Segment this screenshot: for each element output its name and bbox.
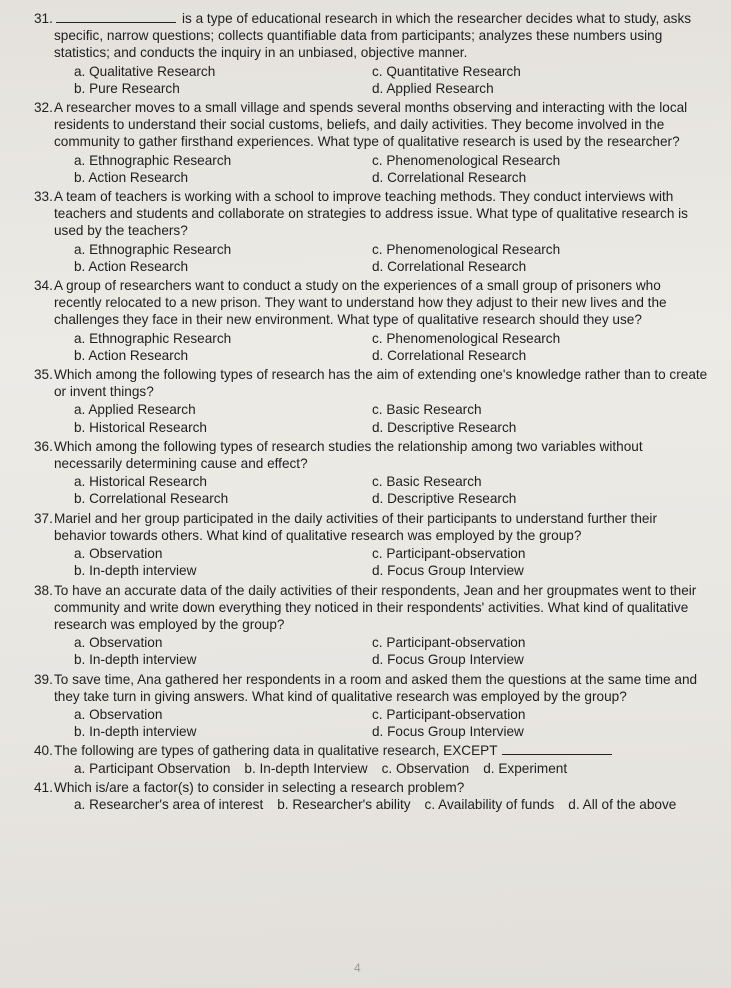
answer-blank (502, 742, 612, 755)
choices (34, 241, 711, 275)
question-text: is a type of educational research in which the researcher decides what to study, (182, 11, 660, 26)
question-number: 33. (34, 189, 53, 205)
question-32 (34, 99, 711, 186)
choice-d: d. Correlational Research (372, 169, 527, 185)
question-number: 40. (34, 743, 53, 759)
choice-d: d. Applied Research (372, 80, 494, 96)
choice-b: b. Historical Research (74, 419, 207, 435)
choice-a: a. Observation (74, 546, 163, 562)
question-number: 35. (34, 367, 53, 383)
question-text: To save time, Ana gathered her respondents in a room and asked them the questions at the same time and they take turn in giving answers. What kind of qualitative research was employed by the group? (54, 671, 698, 704)
question-31 (34, 10, 711, 97)
answer-blank (56, 10, 176, 23)
choice-d: d. Focus Group Interview (372, 652, 524, 668)
question-34 (34, 277, 711, 364)
choice-a: a. Participant Observation (74, 760, 231, 776)
choices (34, 63, 711, 97)
choice-b: b. Action Research (74, 169, 189, 185)
choice-b: b. Researcher's ability (277, 796, 411, 812)
question-text: To have an accurate data of the daily activities of their respondents, Jean and her groupmates went to their community and write down everything they noticed in their respondents' activities. What kind of qualitative research was employed by the group? (54, 582, 697, 632)
question-number: 31. (34, 11, 53, 26)
choice-b: b. Action Research (74, 347, 189, 363)
choice-b: b. In-depth interview (74, 563, 197, 579)
choice-a: a. Applied Research (74, 402, 196, 418)
choice-d: d. All of the above (568, 796, 677, 812)
choice-c: c. Participant-observation (372, 546, 526, 562)
question-38 (34, 582, 711, 669)
choice-c: c. Phenomenological Research (372, 241, 561, 257)
choice-a: a. Qualitative Research (74, 63, 216, 79)
choice-a: a. Historical Research (74, 474, 207, 490)
question-number: 34. (34, 278, 53, 294)
choice-c: c. Participant-observation (372, 706, 526, 722)
choice-a: a. Researcher's area of interest (74, 796, 264, 812)
choices (34, 152, 711, 186)
page-number: 4 (354, 961, 361, 975)
choice-c: c. Basic Research (372, 402, 482, 418)
choices (34, 473, 711, 507)
choice-d: d. Descriptive Research (372, 419, 517, 435)
choices (34, 401, 711, 435)
choice-d: d. Focus Group Interview (372, 724, 524, 740)
choices (34, 634, 711, 668)
question-number: 37. (34, 510, 53, 526)
choice-c: c. Availability of funds (424, 796, 555, 812)
choice-c: c. Phenomenological Research (372, 330, 561, 346)
choice-a: a. Ethnographic Research (74, 330, 232, 346)
choice-c: c. Phenomenological Research (372, 152, 561, 168)
question-number: 41. (34, 779, 53, 795)
question-41 (34, 779, 711, 813)
question-text: Which is/are a factor(s) to consider in selecting a research problem? (54, 779, 465, 795)
choice-b: b. Action Research (74, 258, 189, 274)
question-37 (34, 510, 711, 580)
choice-a: a. Ethnographic Research (74, 241, 232, 257)
question-36 (34, 438, 711, 508)
question-text: Which among the following types of research studies the relationship among two variables without necessarily determining cause and effect? (54, 438, 643, 472)
question-33 (34, 188, 711, 275)
question-text: The following are types of gathering data in qualitative research, EXCEPT (54, 743, 498, 759)
question-40 (34, 742, 711, 776)
choices (34, 796, 711, 813)
question-text: A group of researchers want to conduct a study on the experiences of a small group of prisoners who recently relocated to a new prison. They want to understand how they adjust to their new lives and the challenges they face in their new environment. What type of qualitative research should they use? (54, 278, 667, 328)
choice-c: c. Observation (381, 760, 470, 776)
choice-c: c. Basic Research (372, 474, 482, 490)
choices (34, 760, 711, 777)
choices (34, 545, 711, 579)
choice-d: d. Correlational Research (372, 258, 527, 274)
choice-d: d. Descriptive Research (372, 491, 517, 507)
question-number: 38. (34, 582, 53, 598)
question-text: A team of teachers is working with a school to improve teaching methods. They conduct interviews with teachers and students and collaborate on strategies to address issue. What type of qualitative research is used by the teachers? (54, 189, 688, 239)
question-text: A researcher moves to a small village and spends several months observing and interacting with the local residents to understand their social customs, beliefs, and daily activities. They become involved in the community to gather firsthand experiences. What type of qualitative research is used by the researcher? (54, 100, 688, 150)
question-number: 32. (34, 100, 53, 116)
choices (34, 706, 711, 740)
choice-d: d. Experiment (483, 760, 568, 776)
question-number: 36. (34, 438, 53, 454)
question-text: Mariel and her group participated in the daily activities of their participants to understand further their behavior towards others. What kind of qualitative research was employed by the group? (54, 510, 657, 543)
choice-b: b. Pure Research (74, 80, 180, 96)
choice-b: b. In-depth interview (74, 652, 197, 668)
question-text: Which among the following types of research has the aim of extending one's knowledge rather than to create or invent things? (54, 367, 708, 400)
choice-c: c. Quantitative Research (372, 63, 521, 79)
choice-d: d. Focus Group Interview (372, 563, 524, 579)
choice-a: a. Observation (74, 706, 163, 722)
question-39 (34, 671, 711, 741)
choice-a: a. Ethnographic Research (74, 152, 232, 168)
choice-b: b. Correlational Research (74, 491, 229, 507)
choice-b: b. In-depth Interview (244, 760, 368, 776)
choices (34, 330, 711, 364)
question-35 (34, 366, 711, 436)
choice-b: b. In-depth interview (74, 724, 197, 740)
choice-d: d. Correlational Research (372, 347, 527, 363)
choice-a: a. Observation (74, 635, 163, 651)
question-number: 39. (34, 671, 53, 687)
choice-c: c. Participant-observation (372, 635, 526, 651)
question-text-continued: asks specific, narrow questions; collects quantifiable data from participants; analyzes these numbers using statistics; and conducts the inquiry in an unbiased, objective manner. (54, 11, 692, 61)
